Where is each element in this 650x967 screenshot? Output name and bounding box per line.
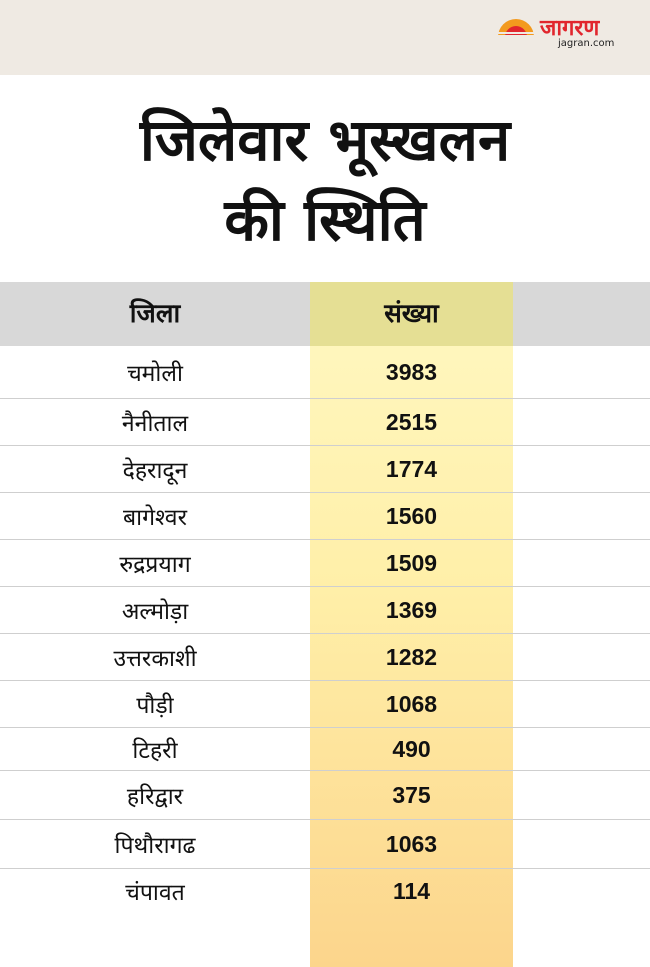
table-row [0,446,650,493]
column-header-district: जिला [129,299,181,329]
count-cell: 2515 [385,408,438,435]
table-row [0,587,650,634]
count-cell: 1063 [385,830,438,857]
sunrise-logo-icon [496,16,536,38]
table-row [0,728,650,771]
brand-logo[interactable] [496,12,626,52]
district-cell: चमोली [127,361,183,387]
brand-site: jagran.com [558,38,615,49]
district-cell: टिहरी [132,738,178,764]
count-cell: 375 [392,781,431,808]
page-title [0,100,650,260]
table-body [0,346,650,913]
district-cell: पिथौरागढ [114,833,196,859]
column-header-count: संख्या [384,299,439,329]
count-cell: 1369 [385,596,438,623]
district-cell: पौड़ी [136,693,174,719]
table-row [0,681,650,728]
district-cell: हरिद्वार [126,784,184,810]
count-cell: 1774 [385,455,438,482]
title-line-2: की स्थिति [224,186,426,254]
district-cell: चंपावत [125,880,185,906]
district-cell: उत्तरकाशी [113,646,197,672]
table-header [0,282,650,346]
count-cell: 3983 [385,358,438,385]
top-banner [0,0,650,75]
district-cell: रुद्रप्रयाग [119,552,191,578]
table-row [0,820,650,869]
district-cell: देहरादून [122,458,188,484]
table-row [0,493,650,540]
count-cell: 1282 [385,643,438,670]
landslide-table [0,282,650,967]
district-cell: नैनीताल [121,411,189,437]
brand-name: जागरण [540,16,600,41]
table-row [0,771,650,820]
table-row [0,399,650,446]
count-cell: 1560 [385,502,438,529]
count-cell: 114 [392,877,431,904]
title-line-1: जिलेवार भूस्खलन [139,106,511,174]
count-cell: 1509 [385,549,438,576]
district-cell: अल्मोड़ा [121,599,189,625]
table-row [0,869,650,913]
table-row [0,634,650,681]
district-cell: बागेश्वर [122,505,187,531]
count-cell: 490 [392,735,431,762]
table-row [0,346,650,399]
count-cell: 1068 [385,690,438,717]
table-row [0,540,650,587]
